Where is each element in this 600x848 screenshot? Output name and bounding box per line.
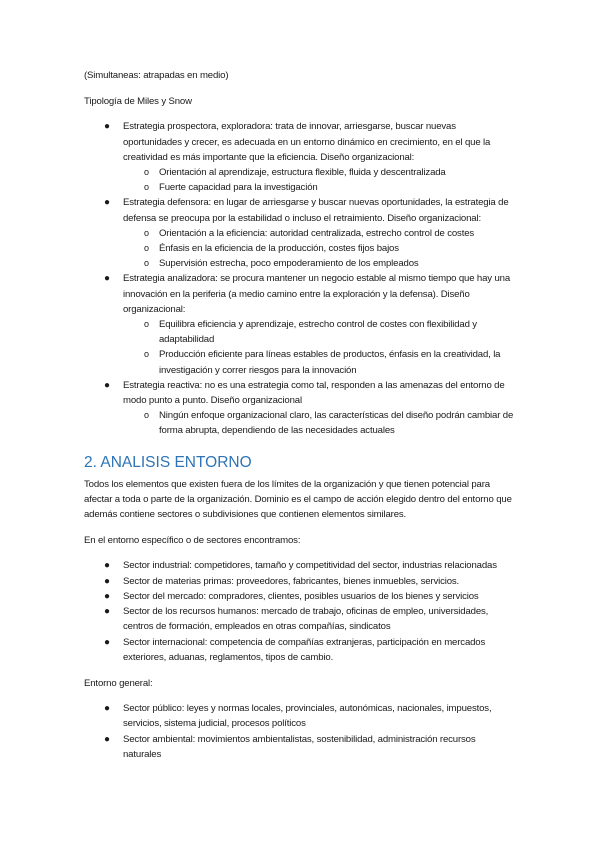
entorno-general-intro: Entorno general:: [84, 677, 153, 689]
list-item-analizadora: ● Estrategia analizadora: se procura mantener un negocio estable al mismo tiempo que hay una innovación en la periferia (a medio camino entre la exploración y la defensa). Diseño organizacional: o Equilibra eficiencia y aprendizaje, estrecho control de costes con flexibilidad y adaptabilidad o Producción eficiente para líneas estables de productos, énfasis en la creatividad, la investigación y correr riesgos para la innovación: [84, 271, 516, 377]
bullet-icon: ●: [104, 575, 110, 587]
sub-list-item: o Ningún enfoque organizacional claro, las características del diseño podrán cambiar de forma abrupta, dependiendo de las necesidades actuales: [144, 410, 514, 437]
circle-bullet-icon: o: [144, 349, 149, 360]
bullet-icon: ●: [104, 703, 110, 715]
circle-bullet-icon: o: [144, 243, 149, 254]
bullet-icon: ●: [104, 590, 110, 602]
sublist: [123, 408, 516, 438]
circle-bullet-icon: o: [144, 410, 149, 421]
bullet-icon: ●: [104, 606, 110, 618]
circle-bullet-icon: o: [144, 167, 149, 178]
circle-bullet-icon: o: [144, 258, 149, 269]
circle-bullet-icon: o: [144, 319, 149, 330]
list-item: ● Sector internacional: competencia de compañías extranjeras, participación en mercados exteriores, aduanas, reglamentos, tipos de cambio.: [104, 636, 486, 663]
list-item: ● Sector ambiental: movimientos ambientalistas, sostenibilidad, administración recursos naturales: [104, 733, 476, 760]
tipologia-title: Tipología de Miles y Snow: [84, 96, 192, 108]
list-item-prospectora: ● Estrategia prospectora, exploradora: trata de innovar, arriesgarse, buscar nuevas oportunidades y crecer, es adecuada en un entorno dinámico en crecimiento, en el que la creatividad es más importante que la eficiencia. Diseño organizacional: o Orientación al aprendizaje, estructura flexible, fluida y descentralizada o Fuerte capacidad para la investigación: [84, 119, 516, 195]
list-item: ● Sector de los recursos humanos: mercado de trabajo, oficinas de empleo, universidades, centros de formación, empleados en otras compañías, sindicatos: [104, 606, 489, 633]
sub-list-item: o Fuerte capacidad para la investigación: [84, 180, 516, 195]
list-item: ● Sector del mercado: compradores, clientes, posibles usuarios de los bienes y servicios: [84, 589, 516, 604]
sub-list-item: o Equilibra eficiencia y aprendizaje, estrecho control de costes con flexibilidad y adaptabilidad: [144, 319, 477, 346]
sublist: [123, 165, 516, 195]
sublist: [123, 317, 516, 378]
sectores-list: [84, 558, 516, 664]
bullet-icon: ●: [104, 197, 110, 209]
general-list: [84, 701, 516, 762]
sub-list-item: o Orientación al aprendizaje, estructura flexible, fluida y descentralizada: [84, 165, 516, 180]
sub-list-item: o Supervisión estrecha, poco empoderamiento de los empleados: [84, 256, 516, 271]
sub-list-item: o Orientación a la eficiencia: autoridad centralizada, estrecho control de costes: [84, 226, 516, 241]
list-item-reactiva: ● Estrategia reactiva: no es una estrategia como tal, responden a las amenazas del entorno de modo punto a punto. Diseño organizacional o Ningún enfoque organizacional claro, las características del diseño podrán cambiar de forma abrupta, dependiendo de las necesidades actuales: [84, 378, 516, 439]
bullet-icon: ●: [104, 379, 110, 391]
entorno-especifico-intro: En el entorno específico o de sectores encontramos:: [84, 535, 301, 547]
entorno-definition: Todos los elementos que existen fuera de los límites de la organización y que tienen potencial para afectar a toda o parte de la organización. Dominio es el campo de acción elegido dentro del entorno que además contiene sectores o subdivisiones que contienen elementos similares.: [84, 478, 512, 521]
simultaneas-note: (Simultaneas: atrapadas en medio): [84, 70, 229, 81]
bullet-icon: ●: [104, 636, 110, 648]
sub-list-item: o Énfasis en la eficiencia de la producción, costes fijos bajos: [84, 241, 516, 256]
list-item: ● Sector de materias primas: proveedores, fabricantes, bienes inmuebles, servicios.: [84, 574, 516, 589]
bullet-icon: ●: [104, 733, 110, 745]
bullet-icon: ●: [104, 121, 110, 133]
sub-list-item: o Producción eficiente para líneas estables de productos, énfasis en la creatividad, la investigación y correr riesgos para la innovación: [144, 349, 501, 376]
bullet-icon: ●: [104, 273, 110, 285]
page-content: [84, 68, 516, 762]
circle-bullet-icon: o: [144, 227, 149, 238]
list-item-defensora: ● Estrategia defensora: en lugar de arriesgarse y buscar nuevas oportunidades, la estrategia de defensa se preocupa por la estabilidad o incluso el retraimiento. Diseño organizacional: o Orientación a la eficiencia: autoridad centralizada, estrecho control de costes o Énfasis en la eficiencia de la producción, costes fijos bajos o Supervisión estrecha, poco empoderamiento de los empleados: [84, 195, 516, 271]
list-item: ● Sector industrial: competidores, tamaño y competitividad del sector, industrias relacionadas: [84, 558, 516, 573]
estrategias-list: [84, 119, 516, 438]
circle-bullet-icon: o: [144, 182, 149, 193]
section-heading-analisis-entorno: 2. ANALISIS ENTORNO: [84, 453, 252, 471]
list-item: ● Sector público: leyes y normas locales, provinciales, autonómicas, nacionales, impuestos, servicios, sistema judicial, procesos políticos: [104, 703, 492, 730]
bullet-icon: ●: [104, 560, 110, 572]
sublist: [123, 226, 516, 272]
